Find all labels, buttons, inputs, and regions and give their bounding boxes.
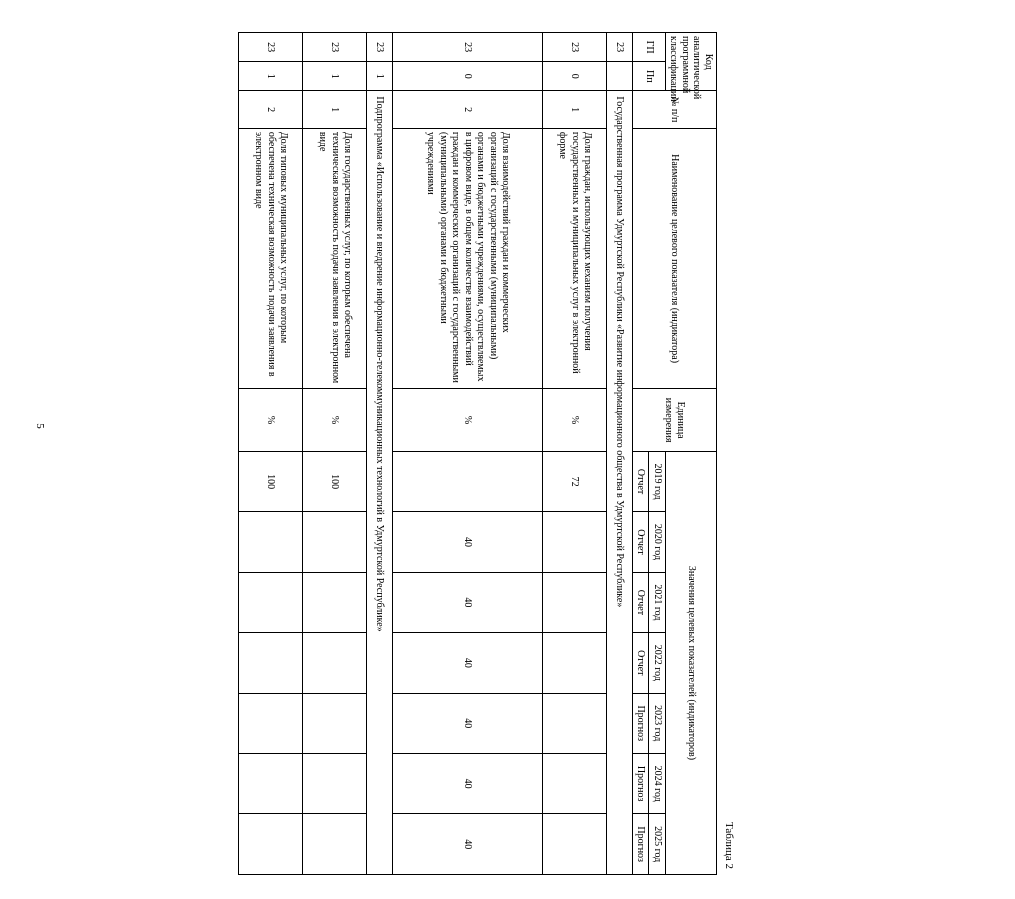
cell-pp: 1 xyxy=(367,62,393,91)
cell-pp: 1 xyxy=(303,62,367,91)
table-row xyxy=(393,33,543,875)
cell-value: 40 xyxy=(393,572,543,632)
cell-indicator-name: Доля взаимодействий граждан и коммерческих организаций с государственными (муниципальными) органами и бюджетными учреждениями, осуществляемых в цифровом виде, в общем количестве взаимодействий граждан и коммерческих организаций с государственными (муниципальными) органами и бюджетными учреждениями xyxy=(393,128,543,388)
header-year: 2024 год xyxy=(649,753,666,813)
cell-unit: % xyxy=(303,389,367,452)
header-kind: Прогноз xyxy=(633,753,650,813)
cell-gp: 23 xyxy=(607,33,633,62)
table-row xyxy=(239,33,303,875)
header-values-group: Значения целевых показателей (индикаторов) xyxy=(666,451,717,874)
table-frame xyxy=(172,32,739,875)
cell-value xyxy=(303,814,367,875)
cell-unit: % xyxy=(393,389,543,452)
page-number: 5 xyxy=(34,423,46,429)
header-kind: Отчет xyxy=(633,512,650,572)
header-year: 2022 год xyxy=(649,633,666,693)
cell-value: 40 xyxy=(393,693,543,753)
cell-unit: % xyxy=(239,389,303,452)
header-year: 2021 год xyxy=(649,572,666,632)
header-kind: Прогноз xyxy=(633,814,650,875)
header-kind: Прогноз xyxy=(633,693,650,753)
cell-gp: 23 xyxy=(303,33,367,62)
cell-num: 2 xyxy=(239,91,303,129)
cell-value xyxy=(303,693,367,753)
cell-gp: 23 xyxy=(543,33,607,62)
cell-value xyxy=(239,814,303,875)
cell-value xyxy=(239,753,303,813)
section-title: Государственная программа Удмуртской Республики «Развитие информационного общества в Удмуртской Республике» xyxy=(607,91,633,875)
cell-pp: 0 xyxy=(543,62,607,91)
table-row xyxy=(303,33,367,875)
cell-value xyxy=(303,572,367,632)
cell-value xyxy=(239,512,303,572)
cell-indicator-name: Доля граждан, использующих механизм получения государственных и муниципальных услуг в электронной форме xyxy=(543,128,607,388)
header-num: № п/п xyxy=(633,91,717,129)
header-code-group: Код аналитической программной классификации xyxy=(666,33,717,91)
cell-value xyxy=(543,633,607,693)
cell-value xyxy=(543,572,607,632)
cell-value xyxy=(543,693,607,753)
cell-num: 1 xyxy=(543,91,607,129)
cell-value: 72 xyxy=(543,451,607,511)
cell-value xyxy=(303,633,367,693)
cell-value xyxy=(393,451,543,511)
cell-value xyxy=(239,572,303,632)
cell-value: 100 xyxy=(239,451,303,511)
cell-value xyxy=(543,753,607,813)
cell-gp: 23 xyxy=(239,33,303,62)
cell-pp xyxy=(607,62,633,91)
cell-indicator-name: Доля типовых муниципальных услуг, по которым обеспечена техническая возможность подачи заявления в электронном виде xyxy=(239,128,303,388)
cell-value xyxy=(239,693,303,753)
cell-indicator-name: Доля государственных услуг, по которым обеспечена техническая возможность подачи заявления в электронном виде xyxy=(303,128,367,388)
table-row xyxy=(543,33,607,875)
header-kind: Отчет xyxy=(633,451,650,511)
section-row xyxy=(367,33,393,875)
cell-num: 1 xyxy=(303,91,367,129)
cell-value xyxy=(303,512,367,572)
cell-gp: 23 xyxy=(367,33,393,62)
header-year: 2025 год xyxy=(649,814,666,875)
header-year: 2023 год xyxy=(649,693,666,753)
cell-value xyxy=(543,814,607,875)
header-unit: Единица измерения xyxy=(633,389,717,452)
section-row xyxy=(607,33,633,875)
section-title: Подпрограмма «Использование и внедрение информационно-телекоммуникационных технологий в Удмуртской Республике» xyxy=(367,91,393,875)
cell-num: 2 xyxy=(393,91,543,129)
cell-pp: 0 xyxy=(393,62,543,91)
cell-value: 40 xyxy=(393,814,543,875)
cell-value: 40 xyxy=(393,633,543,693)
header-code-pp: Пп xyxy=(633,62,666,91)
cell-gp: 23 xyxy=(393,33,543,62)
cell-value xyxy=(239,633,303,693)
header-code-gp: ГП xyxy=(633,33,666,62)
header-year: 2020 год xyxy=(649,512,666,572)
cell-value xyxy=(543,512,607,572)
cell-unit: % xyxy=(543,389,607,452)
cell-value: 40 xyxy=(393,753,543,813)
header-name: Наименование целевого показателя (индикатора) xyxy=(633,128,717,388)
table-label: Таблица 2 xyxy=(723,821,735,869)
indicators-table xyxy=(238,32,717,875)
header-kind: Отчет xyxy=(633,572,650,632)
cell-value xyxy=(303,753,367,813)
header-kind: Отчет xyxy=(633,633,650,693)
cell-value: 100 xyxy=(303,451,367,511)
cell-value: 40 xyxy=(393,512,543,572)
header-year: 2019 год xyxy=(649,451,666,511)
header-row-1 xyxy=(666,33,717,875)
cell-pp: 1 xyxy=(239,62,303,91)
